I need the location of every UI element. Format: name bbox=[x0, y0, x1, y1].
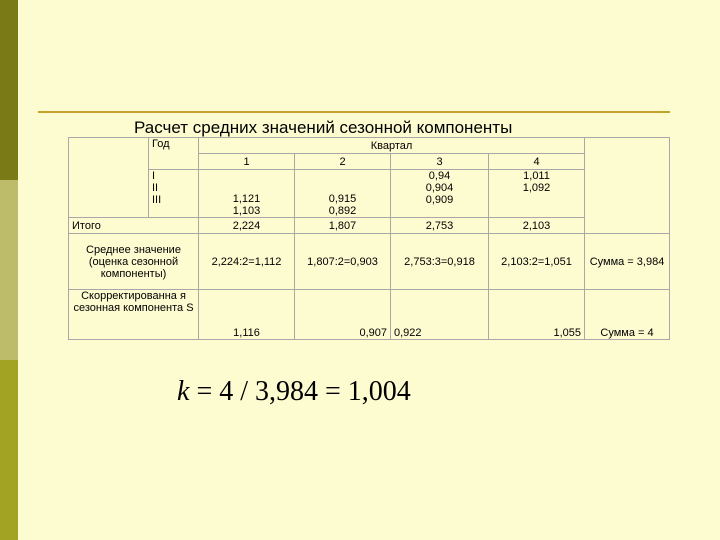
value-cell: 1,103 bbox=[232, 205, 261, 217]
formula-variable: k bbox=[177, 376, 190, 407]
value-cell: 1,121 bbox=[232, 193, 261, 205]
q1-values bbox=[199, 170, 295, 218]
value-cell: 1,011 bbox=[523, 170, 550, 182]
value-cell: 1,092 bbox=[522, 182, 551, 194]
average-sum: Сумма = 3,984 bbox=[585, 234, 670, 290]
value-cell: 0,94 bbox=[428, 170, 451, 182]
table-row bbox=[69, 170, 670, 218]
quarter-header: Квартал bbox=[199, 138, 585, 154]
total-value: 2,224 bbox=[199, 218, 295, 234]
quarter-4-header: 4 bbox=[489, 154, 585, 170]
table-row bbox=[69, 218, 670, 234]
table-row bbox=[69, 138, 670, 154]
total-value: 2,103 bbox=[489, 218, 585, 234]
q3-values bbox=[391, 170, 489, 218]
table-row bbox=[69, 234, 670, 290]
average-value: 2,753:3=0,918 bbox=[391, 234, 489, 290]
adjusted-value: 0,907 bbox=[295, 290, 391, 340]
formula-expression: = 4 / 3,984 = 1,004 bbox=[189, 376, 411, 407]
total-label: Итого bbox=[69, 218, 199, 234]
table-row bbox=[69, 290, 670, 340]
left-band-middle bbox=[0, 180, 18, 360]
year-header: Год bbox=[149, 138, 199, 170]
value-cell: 0,909 bbox=[425, 194, 454, 206]
year-labels bbox=[149, 170, 199, 218]
formula bbox=[177, 376, 411, 408]
average-value: 2,224:2=1,112 bbox=[199, 234, 295, 290]
average-value: 1,807:2=0,903 bbox=[295, 234, 391, 290]
year-label: III bbox=[152, 194, 162, 206]
left-band-top bbox=[0, 0, 18, 180]
slide-title: Расчет средних значений сезонной компоненты bbox=[134, 118, 513, 137]
title-rule bbox=[38, 111, 670, 113]
quarter-1-header: 1 bbox=[199, 154, 295, 170]
average-label: Среднее значение (оценка сезонной компоненты) bbox=[69, 234, 199, 290]
adjusted-sum: Сумма = 4 bbox=[585, 290, 670, 340]
quarter-2-header: 2 bbox=[295, 154, 391, 170]
seasonal-table bbox=[68, 137, 670, 340]
adjusted-label: Скорректированна я сезонная компонента S bbox=[69, 290, 199, 340]
value-cell: 0,892 bbox=[328, 205, 357, 217]
total-value: 1,807 bbox=[295, 218, 391, 234]
corner-cell bbox=[69, 138, 149, 218]
left-band-bottom bbox=[0, 360, 18, 540]
adjusted-value: 1,055 bbox=[489, 290, 585, 340]
average-value: 2,103:2=1,051 bbox=[489, 234, 585, 290]
q2-values bbox=[295, 170, 391, 218]
adjusted-value: 1,116 bbox=[199, 290, 295, 340]
value-cell: 0,915 bbox=[328, 193, 357, 205]
total-value: 2,753 bbox=[391, 218, 489, 234]
year-label: I bbox=[152, 170, 156, 182]
value-cell: 0,904 bbox=[425, 182, 454, 194]
right-blank-cell bbox=[585, 138, 670, 234]
year-label: II bbox=[152, 182, 159, 194]
adjusted-value: 0,922 bbox=[391, 290, 489, 340]
quarter-3-header: 3 bbox=[391, 154, 489, 170]
q4-values bbox=[489, 170, 585, 218]
